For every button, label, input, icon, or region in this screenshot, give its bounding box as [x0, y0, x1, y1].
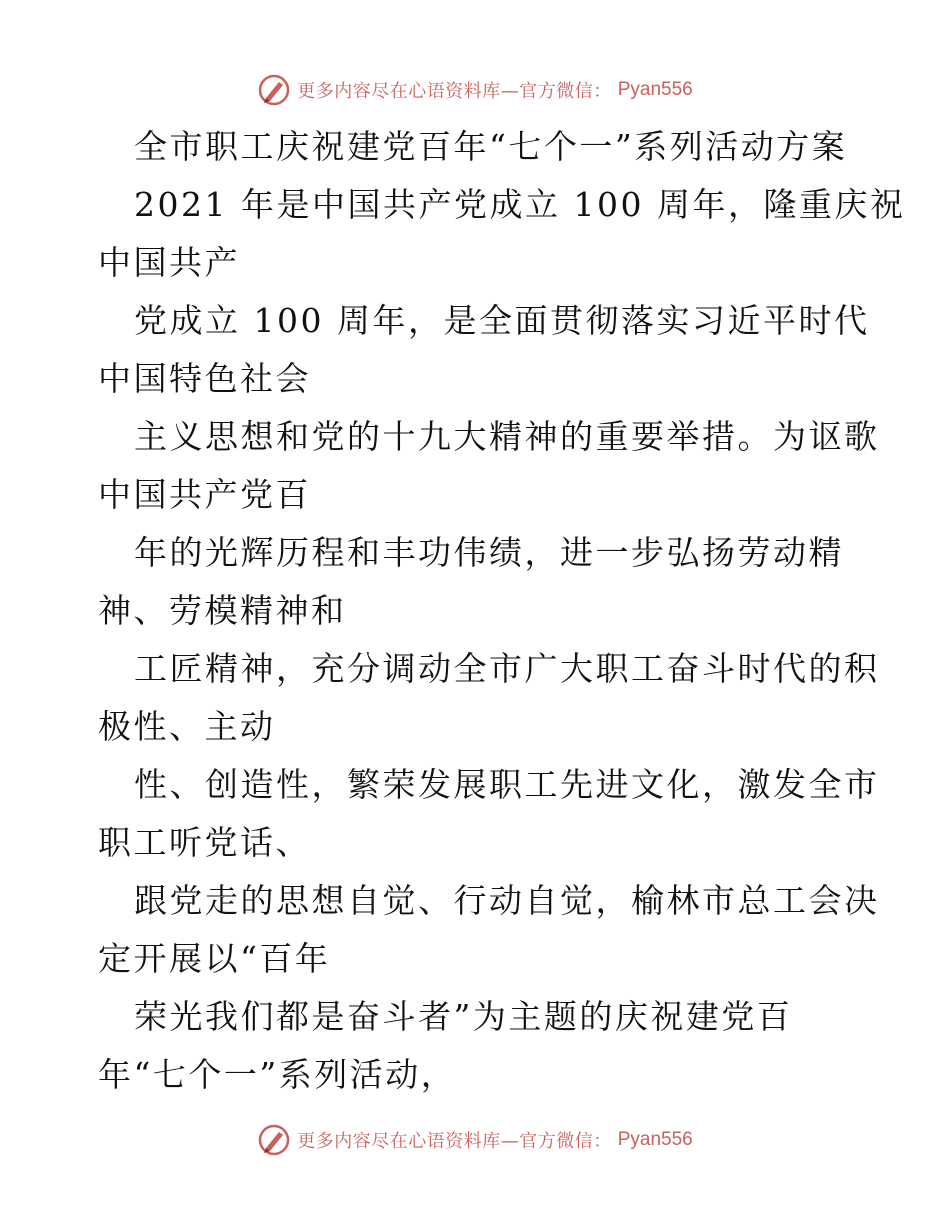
text-line: 全市职工庆祝建党百年“七个一”系列活动方案 — [134, 127, 848, 166]
text-line: 中国共产党百 — [98, 475, 311, 514]
text-line: 2021 年是中国共产党成立 100 周年，隆重庆祝 — [134, 185, 906, 224]
text-line: 党成立 100 周年，是全面贯彻落实习近平时代 — [134, 301, 870, 340]
text-line: 极性、主动 — [98, 707, 276, 746]
watermark-handle: Pyan556 — [617, 79, 693, 100]
text-line: 中国特色社会 — [98, 359, 311, 398]
text-line: 工匠精神，充分调动全市广大职工奋斗时代的积 — [134, 649, 880, 688]
document-body — [98, 118, 906, 1104]
text-line: 主义思想和党的十九大精神的重要举措。为讴歌 — [134, 417, 880, 456]
pen-logo-icon — [257, 1123, 291, 1157]
footer-watermark — [0, 1120, 950, 1160]
text-line: 职工听党话、 — [98, 823, 311, 862]
header-watermark — [0, 70, 950, 110]
text-line: 定开展以“百年 — [98, 939, 331, 978]
watermark-handle: Pyan556 — [617, 1129, 693, 1150]
text-line: 荣光我们都是奋斗者”为主题的庆祝建党百 — [134, 997, 793, 1036]
text-line: 年的光辉历程和丰功伟绩，进一步弘扬劳动精 — [134, 533, 844, 572]
text-line: 性、创造性，繁荣发展职工先进文化，激发全市 — [134, 765, 880, 804]
text-line: 神、劳模精神和 — [98, 591, 347, 630]
watermark-text: 更多内容尽在心语资料库—官方微信： — [297, 81, 612, 102]
text-line: 跟党走的思想自觉、行动自觉，榆林市总工会决 — [134, 881, 880, 920]
text-line: 年“七个一”系列活动， — [98, 1055, 457, 1094]
watermark-text: 更多内容尽在心语资料库—官方微信： — [297, 1131, 612, 1152]
pen-logo-icon — [257, 73, 291, 107]
text-line: 中国共产 — [98, 243, 240, 282]
